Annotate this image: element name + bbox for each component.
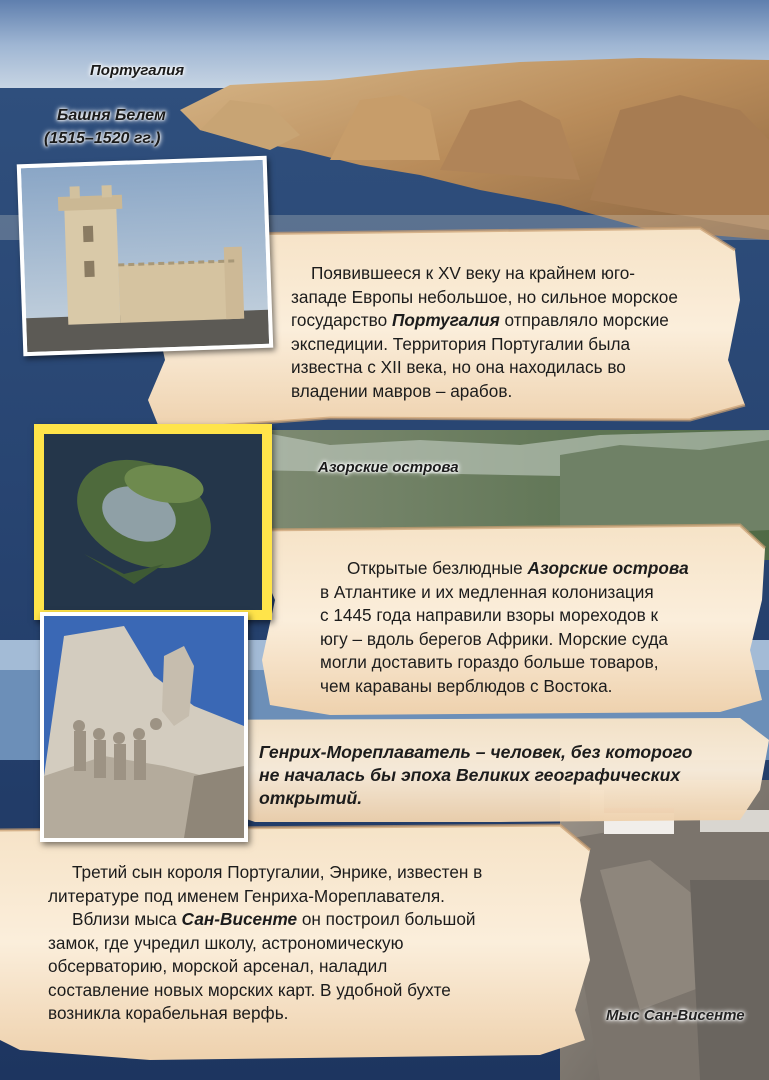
text-line: возникла корабельная верфь. <box>48 1003 289 1023</box>
text-line: литературе под именем Генриха-Мореплавателя. <box>48 885 445 906</box>
monument-image <box>44 616 244 838</box>
text-line: чем караваны верблюдов с Востока. <box>320 675 613 696</box>
azores-island-photo <box>34 424 272 620</box>
text-line: не началась бы эпоха Великих географических <box>259 765 681 785</box>
text-line: экспедиции. Территория Португалии была <box>291 333 631 354</box>
text-line: составление новых морских карт. В удобной бухте <box>48 979 451 1000</box>
text-line: в Атлантике и их медленная колонизация <box>320 581 654 602</box>
paragraph-henry <box>48 861 568 1026</box>
label-portugal: Португалия <box>90 62 185 79</box>
paragraph-azores <box>320 557 760 698</box>
text-line: обсерваторию, морской арсенал, наладил <box>48 956 388 976</box>
text-line: западе Европы небольшое, но сильное морское <box>291 286 678 307</box>
discoveries-monument-photo <box>40 612 248 842</box>
bold-portugal: Португалия <box>391 310 500 330</box>
text-line: Вблизи мыса Сан-Висенте он построил большой <box>72 909 476 929</box>
text-line: с 1445 года направили взоры мореходов к <box>320 605 659 625</box>
label-tower-years: (1515–1520 гг.) <box>44 130 161 147</box>
text-line: Появившееся к XV веку на крайнем юго- <box>311 263 636 283</box>
text-line: владении мавров – арабов. <box>291 380 513 401</box>
text-line: известна с XII века, но она находилась во <box>291 357 626 377</box>
emphasis-henry <box>259 741 764 810</box>
bold-azores: Азорские острова <box>527 558 689 578</box>
label-azores: Азорские острова <box>318 459 459 476</box>
text-line: замок, где учредил школу, астрономическую <box>48 932 404 953</box>
belem-tower-photo <box>17 156 274 357</box>
text-line: Третий сын короля Португалии, Энрике, известен в <box>72 862 483 882</box>
paragraph-portugal <box>291 262 751 403</box>
island-image <box>44 434 262 610</box>
text-line: открытий. <box>259 788 363 808</box>
tower-image <box>21 160 269 352</box>
text-line: могли доставить гораздо больше товаров, <box>320 652 659 672</box>
text-line: Генрих-Мореплаватель – человек, без которого <box>259 742 693 762</box>
label-cape: Мыс Сан-Висенте <box>606 1007 745 1024</box>
label-tower: Башня Белем <box>57 107 166 124</box>
bold-san-vicente: Сан-Висенте <box>181 909 298 929</box>
text-line: Открытые безлюдные Азорские острова <box>347 558 689 578</box>
text-line: югу – вдоль берегов Африки. Морские суда <box>320 628 668 649</box>
text-line: государство Португалия отправляло морские <box>291 310 669 330</box>
